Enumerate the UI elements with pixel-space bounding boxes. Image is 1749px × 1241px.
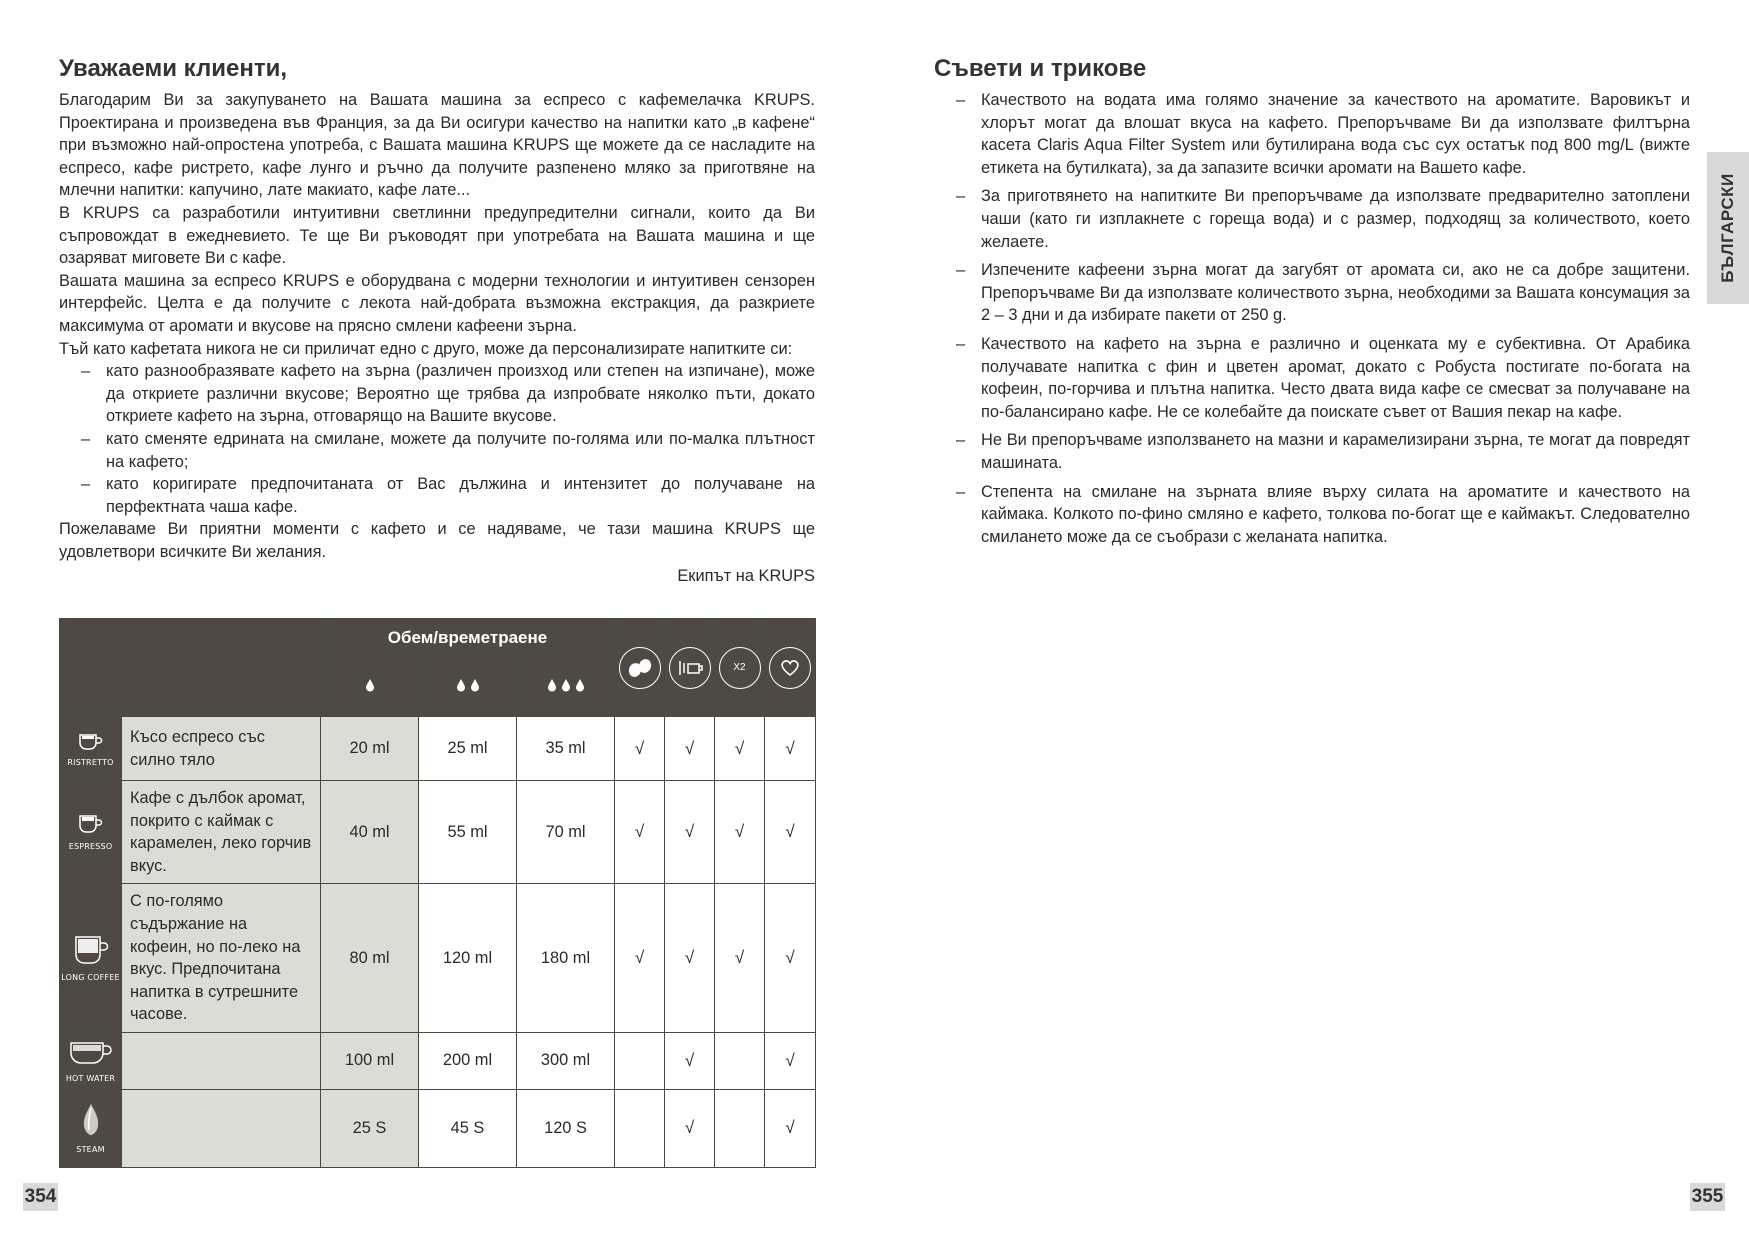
- check-cell: √: [765, 781, 816, 884]
- volume-cell: 25 S: [321, 1089, 419, 1167]
- drink-description: Късо еспресо със силно тяло: [122, 717, 321, 781]
- volume-header: Обем/времетраене: [321, 619, 615, 658]
- list-item-text: Качеството на водата има голямо значение за качеството на ароматите. Варовикът и хлорът могат да влошат вкуса на кафето. Препоръчваме Ви да използвате филтърна касета Claris Aqua Filter System или бутилирана вода със сух остатък под 800 mg/L (вижте етикета на бутилката), за да запазите всички аромати на Вашето кафе.: [981, 91, 1690, 177]
- technology-paragraph: Вашата машина за еспресо KRUPS е оборудвана с модерни технологии и интуитивен сензорен интерфейс. Целта е да получите с лекота най-добрата възможна екстракция, да разкриете максимума от аромати и вкусове на прясно смлени кафеени зърна.: [59, 271, 815, 335]
- table-row: [60, 1089, 816, 1167]
- row-icon-label: HOT WATER: [65, 1073, 116, 1083]
- list-item-text: като сменяте едрината на смилане, можете да получите по-голяма или по-малка плътност на кафето;: [106, 429, 815, 471]
- list-item-text: Изпечените кафеени зърна могат да загубят от аромата си, ако не са добре защитени. Препоръчваме Ви да използвате количеството зърна, необходими за Вашата консумация за 2 – 3 дни и да избирате пакети от 250 g.: [981, 261, 1690, 325]
- list-item: [934, 89, 1690, 179]
- drink-description: С по-голямо съдържание на кофеин, но по-леко на вкус. Предпочитана напитка в сутрешните часове.: [122, 884, 321, 1033]
- list-item-text: Не Ви препоръчваме използването на мазни и карамелизирани зърна, те могат да повредят машината.: [981, 431, 1690, 472]
- long-coffee-cup-icon: [60, 884, 122, 1033]
- header-feature-grind: [665, 619, 715, 717]
- check-cell: √: [765, 1089, 816, 1167]
- volume-cell: 300 ml: [517, 1032, 615, 1089]
- volume-cell: 40 ml: [321, 781, 419, 884]
- table-row: [60, 781, 816, 884]
- row-icon-label: RISTRETTO: [67, 757, 114, 767]
- drink-description: [122, 1032, 321, 1089]
- check-cell: [715, 1032, 765, 1089]
- check-cell: √: [665, 1089, 715, 1167]
- page-number-right: 355: [1690, 1183, 1725, 1211]
- list-item: [934, 185, 1690, 253]
- list-item: [934, 333, 1690, 423]
- volume-cell: 200 ml: [419, 1032, 517, 1089]
- tips-heading: Съвети и трикове: [934, 55, 1147, 82]
- light-signals-paragraph: В KRUPS са разработили интуитивни светлинни предупредителни сигнали, които да Ви съпровождат в ежедневието. Те ще Ви ръководят при употребата на Вашата машина и ще озаряват миговете Ви с кафе.: [59, 203, 815, 268]
- volume-cell: 120 ml: [419, 884, 517, 1033]
- header-empty-cell: [60, 619, 321, 717]
- dash-bullet: –: [81, 475, 91, 494]
- dash-bullet: –: [81, 429, 91, 448]
- volume-cell: 120 S: [517, 1089, 615, 1167]
- greeting-heading: Уважаеми клиенти,: [59, 55, 287, 82]
- volume-cell: 80 ml: [321, 884, 419, 1033]
- drink-description: Кафе с дълбок аромат, покрито с каймак с карамелен, леко горчив вкус.: [122, 781, 321, 884]
- check-cell: √: [615, 884, 665, 1033]
- check-cell: √: [665, 884, 715, 1033]
- volume-cell: 25 ml: [419, 717, 517, 781]
- volume-cell: 45 S: [419, 1089, 517, 1167]
- list-item: [934, 429, 1690, 474]
- list-item-text: За приготвянето на напитките Ви препоръчваме да използвате предварително затоплени чаши (като ги изплакнете с гореща вода) и с размер, подходящ за количеството, което желаете.: [981, 187, 1690, 251]
- list-item: [934, 259, 1690, 327]
- ristretto-cup-icon: [60, 717, 122, 781]
- list-item: [59, 428, 815, 473]
- hot-water-cup-icon: [60, 1032, 122, 1089]
- drink-description: [122, 1089, 321, 1167]
- header-feature-heart: [765, 619, 816, 717]
- check-cell: √: [715, 717, 765, 781]
- list-item: [59, 360, 815, 428]
- tips-list: [934, 89, 1690, 548]
- list-item-text: като разнообразявате кафето на зърна (различен произход или степен на изпичане), може да откриете различни вкусове; Вероятно ще трябва да изпробвате няколко пъти, докато откриете кафето на зърна, отговарящо на Вашите вкусове.: [106, 362, 815, 426]
- volume-cell: 180 ml: [517, 884, 615, 1033]
- dash-bullet: –: [956, 431, 966, 450]
- right-column: [934, 55, 1690, 554]
- check-cell: √: [715, 884, 765, 1033]
- personalize-paragraph: Тъй като кафетата никога не си приличат едно с друго, може да персонализирате напитките си:: [59, 339, 793, 358]
- personalize-list: [59, 360, 815, 518]
- page-number-left: 354: [23, 1183, 58, 1211]
- check-cell: [615, 1032, 665, 1089]
- list-item-text: като коригирате предпочитаната от Вас дължина и интензитет до получаване на перфектната чаша кафе.: [106, 475, 815, 516]
- check-cell: √: [665, 781, 715, 884]
- dash-bullet: –: [956, 187, 966, 206]
- list-item: [934, 481, 1690, 549]
- list-item-text: Качеството на кафето на зърна е различно и оценката му е субективна. От Арабика получавате напитка с фин и цветен аромат, докато с Робуста постигате по-богата на кофеин, по-горчива и плътна напитка. Често двата вида кафе се смесват за получаване на по-балансирано кафе. Не се колебайте да поискате съвет от Вашия пекар на кафе.: [981, 334, 1690, 421]
- table-row: [60, 884, 816, 1033]
- espresso-cup-icon: [60, 781, 122, 884]
- coffee-beans-icon: [619, 647, 661, 689]
- heart-icon: [769, 647, 811, 689]
- one-drop-icon: [321, 658, 419, 717]
- x2-icon: [719, 647, 761, 689]
- check-cell: [715, 1089, 765, 1167]
- check-cell: √: [615, 781, 665, 884]
- dash-bullet: –: [956, 334, 966, 353]
- header-feature-beans: [615, 619, 665, 717]
- language-tab: [1707, 152, 1749, 304]
- volume-cell: 55 ml: [419, 781, 517, 884]
- x2-label: X2: [733, 662, 746, 673]
- header-feature-x2: [715, 619, 765, 717]
- check-cell: √: [765, 884, 816, 1033]
- two-drops-icon: [419, 658, 517, 717]
- dash-bullet: –: [956, 91, 966, 109]
- dash-bullet: –: [81, 362, 91, 381]
- volume-cell: 100 ml: [321, 1032, 419, 1089]
- signature: Екипът на KRUPS: [677, 567, 815, 586]
- intro-paragraph: Благодарим Ви за закупуването на Вашата машина за еспресо с кафемелачка KRUPS. Проектирана и произведена във Франция, за да Ви осигури качество на напитки като „в кафене“ при възможно най-опростена употреба, с Вашата машина KRUPS ще можете да се насладите на еспресо, кафе ристрето, кафе лунго и ръчно да получите разпенено мляко за приготвяне на млечни напитки: капучино, лате макиато, кафе лате...: [59, 91, 815, 200]
- check-cell: √: [615, 717, 665, 781]
- dash-bullet: –: [956, 482, 966, 501]
- check-cell: √: [765, 1032, 816, 1089]
- check-cell: √: [665, 1032, 715, 1089]
- table-header-row: [60, 619, 816, 658]
- volume-cell: 20 ml: [321, 717, 419, 781]
- list-item-text: Степента на смилане на зърната влияе върху силата на ароматите и качеството на каймака. Колкото по-фино смляно е кафето, толкова по-богат ще е каймакът. Следователно смилането може да се съобрази с желаната напитка.: [981, 482, 1690, 546]
- volume-cell: 35 ml: [517, 717, 615, 781]
- row-icon-label: LONG COFFEE: [61, 973, 120, 983]
- grind-icon: [669, 647, 711, 689]
- table-row: [60, 717, 816, 781]
- drinks-table: [59, 618, 816, 1168]
- steam-icon: [60, 1089, 122, 1167]
- check-cell: [615, 1089, 665, 1167]
- table-row: [60, 1032, 816, 1089]
- language-tab-label: БЪЛГАРСКИ: [1718, 173, 1737, 283]
- closing-paragraph: Пожелаваме Ви приятни моменти с кафето и се надяваме, че тази машина KRUPS ще удовлетвори всичките Ви желания.: [59, 520, 815, 561]
- check-cell: √: [765, 717, 816, 781]
- dash-bullet: –: [956, 261, 966, 280]
- row-icon-label: STEAM: [76, 1145, 105, 1155]
- check-cell: √: [665, 717, 715, 781]
- left-column: [59, 55, 815, 588]
- row-icon-label: ESPRESSO: [68, 842, 113, 852]
- list-item: [59, 473, 815, 518]
- check-cell: √: [715, 781, 765, 884]
- volume-cell: 70 ml: [517, 781, 615, 884]
- three-drops-icon: [517, 658, 615, 717]
